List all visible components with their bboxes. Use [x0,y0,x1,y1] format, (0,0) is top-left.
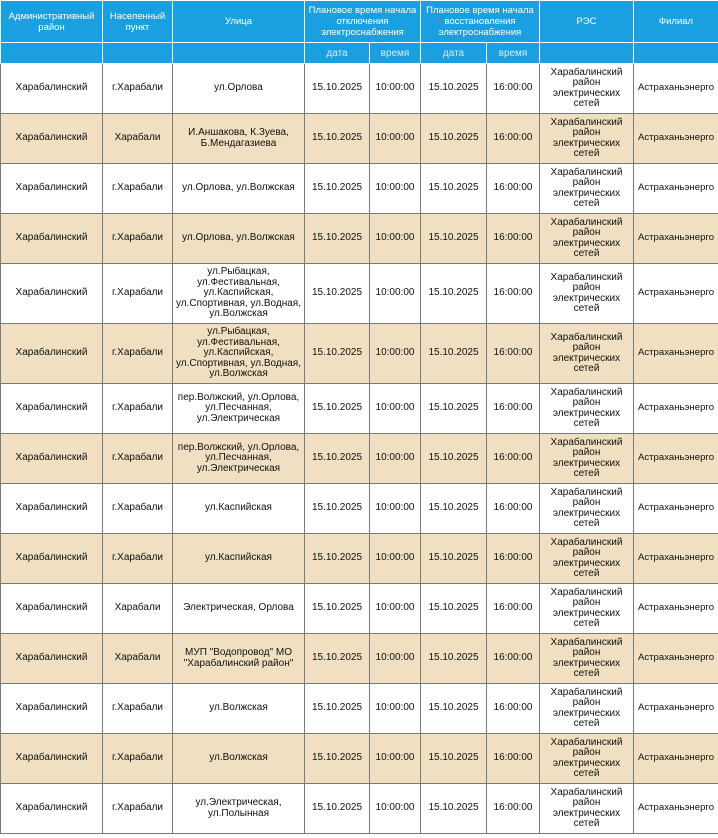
cell-res: Харабалинский район электрических сетей [540,684,634,734]
cell-branch: Астраханьэнерго [634,784,718,834]
table-row [1,164,718,214]
cell-street: ул.Электрическая, ул.Полынная [173,784,305,834]
cell-off-date: 15.10.2025 [305,584,370,634]
cell-locality: Харабали [103,114,173,164]
cell-on-time: 16:00:00 [487,324,540,384]
cell-on-time: 16:00:00 [487,384,540,434]
cell-locality: г.Харабали [103,484,173,534]
subheader-off-time: время [370,43,421,64]
cell-street: ул.Орлова, ул.Волжская [173,164,305,214]
cell-on-date: 15.10.2025 [421,64,487,114]
cell-off-date: 15.10.2025 [305,534,370,584]
cell-on-date: 15.10.2025 [421,634,487,684]
cell-branch: Астраханьэнерго [634,684,718,734]
cell-on-date: 15.10.2025 [421,684,487,734]
cell-res: Харабалинский район электрических сетей [540,784,634,834]
cell-on-date: 15.10.2025 [421,434,487,484]
table-row [1,734,718,784]
cell-locality: г.Харабали [103,784,173,834]
cell-off-time: 10:00:00 [370,684,421,734]
cell-on-date: 15.10.2025 [421,484,487,534]
table-row [1,324,718,384]
cell-street: ул.Орлова [173,64,305,114]
cell-district: Харабалинский [1,264,103,324]
cell-district: Харабалинский [1,734,103,784]
cell-branch: Астраханьэнерго [634,634,718,684]
cell-street: ул.Волжская [173,684,305,734]
cell-off-time: 10:00:00 [370,784,421,834]
table-row [1,64,718,114]
cell-off-time: 10:00:00 [370,114,421,164]
header-district: Административный район [1,1,103,43]
cell-branch: Астраханьэнерго [634,114,718,164]
cell-district: Харабалинский [1,324,103,384]
table-row [1,784,718,834]
cell-locality: г.Харабали [103,434,173,484]
cell-off-time: 10:00:00 [370,164,421,214]
subheader-on-date: дата [421,43,487,64]
subheader-empty [1,43,103,64]
table-row [1,634,718,684]
cell-off-date: 15.10.2025 [305,384,370,434]
cell-street: ул.Рыбацкая, ул.Фестивальная, ул.Каспийская, ул.Спортивная, ул.Водная, ул.Волжская [173,264,305,324]
cell-branch: Астраханьэнерго [634,214,718,264]
cell-on-time: 16:00:00 [487,484,540,534]
cell-off-date: 15.10.2025 [305,164,370,214]
cell-locality: г.Харабали [103,214,173,264]
cell-res: Харабалинский район электрических сетей [540,164,634,214]
cell-branch: Астраханьэнерго [634,384,718,434]
cell-off-time: 10:00:00 [370,534,421,584]
cell-off-time: 10:00:00 [370,584,421,634]
cell-res: Харабалинский район электрических сетей [540,384,634,434]
cell-off-date: 15.10.2025 [305,64,370,114]
table-row [1,114,718,164]
cell-off-date: 15.10.2025 [305,684,370,734]
cell-res: Харабалинский район электрических сетей [540,114,634,164]
cell-branch: Астраханьэнерго [634,164,718,214]
cell-locality: Харабали [103,584,173,634]
cell-off-date: 15.10.2025 [305,784,370,834]
cell-res: Харабалинский район электрических сетей [540,214,634,264]
cell-on-time: 16:00:00 [487,264,540,324]
cell-street: Электрическая, Орлова [173,584,305,634]
cell-district: Харабалинский [1,114,103,164]
cell-street: ул.Каспийская [173,484,305,534]
cell-locality: г.Харабали [103,324,173,384]
cell-res: Харабалинский район электрических сетей [540,484,634,534]
table-row [1,384,718,434]
table-row [1,684,718,734]
cell-on-date: 15.10.2025 [421,734,487,784]
cell-res: Харабалинский район электрических сетей [540,534,634,584]
header-res: РЭС [540,1,634,43]
cell-off-date: 15.10.2025 [305,264,370,324]
header-off-time: Плановое время начала отключения электроснабжения [305,1,421,43]
cell-branch: Астраханьэнерго [634,434,718,484]
cell-off-date: 15.10.2025 [305,484,370,534]
cell-on-time: 16:00:00 [487,634,540,684]
cell-on-time: 16:00:00 [487,114,540,164]
header-branch: Филиал [634,1,718,43]
table-row [1,264,718,324]
cell-off-time: 10:00:00 [370,384,421,434]
table-row [1,584,718,634]
cell-branch: Астраханьэнерго [634,534,718,584]
cell-off-time: 10:00:00 [370,64,421,114]
header-street: Улица [173,1,305,43]
cell-off-time: 10:00:00 [370,324,421,384]
cell-district: Харабалинский [1,684,103,734]
cell-on-time: 16:00:00 [487,164,540,214]
cell-branch: Астраханьэнерго [634,734,718,784]
cell-branch: Астраханьэнерго [634,584,718,634]
cell-locality: г.Харабали [103,384,173,434]
cell-district: Харабалинский [1,484,103,534]
cell-street: ул.Волжская [173,734,305,784]
cell-on-date: 15.10.2025 [421,114,487,164]
cell-street: пер.Волжский, ул.Орлова, ул.Песчанная, ул.Электрическая [173,384,305,434]
cell-on-time: 16:00:00 [487,584,540,634]
subheader-empty [103,43,173,64]
table-body [1,64,718,834]
cell-off-time: 10:00:00 [370,264,421,324]
cell-on-time: 16:00:00 [487,214,540,264]
cell-on-time: 16:00:00 [487,534,540,584]
cell-res: Харабалинский район электрических сетей [540,634,634,684]
header-locality: Населенный пункт [103,1,173,43]
subheader-empty [173,43,305,64]
cell-on-date: 15.10.2025 [421,534,487,584]
cell-locality: Харабали [103,634,173,684]
cell-on-time: 16:00:00 [487,64,540,114]
cell-res: Харабалинский район электрических сетей [540,584,634,634]
cell-street: ул.Каспийская [173,534,305,584]
subheader-off-date: дата [305,43,370,64]
cell-off-time: 10:00:00 [370,734,421,784]
cell-off-time: 10:00:00 [370,484,421,534]
cell-district: Харабалинский [1,534,103,584]
cell-on-date: 15.10.2025 [421,384,487,434]
cell-on-date: 15.10.2025 [421,324,487,384]
cell-locality: г.Харабали [103,264,173,324]
cell-branch: Астраханьэнерго [634,484,718,534]
cell-district: Харабалинский [1,584,103,634]
cell-district: Харабалинский [1,634,103,684]
cell-locality: г.Харабали [103,684,173,734]
cell-off-date: 15.10.2025 [305,434,370,484]
cell-on-date: 15.10.2025 [421,584,487,634]
cell-on-date: 15.10.2025 [421,264,487,324]
cell-res: Харабалинский район электрических сетей [540,734,634,784]
cell-off-time: 10:00:00 [370,634,421,684]
cell-res: Харабалинский район электрических сетей [540,324,634,384]
table-row [1,484,718,534]
cell-off-date: 15.10.2025 [305,734,370,784]
cell-locality: г.Харабали [103,164,173,214]
cell-on-time: 16:00:00 [487,784,540,834]
cell-off-time: 10:00:00 [370,434,421,484]
cell-branch: Астраханьэнерго [634,264,718,324]
cell-street: ул.Орлова, ул.Волжская [173,214,305,264]
table-row [1,434,718,484]
cell-off-date: 15.10.2025 [305,324,370,384]
cell-off-date: 15.10.2025 [305,114,370,164]
cell-off-date: 15.10.2025 [305,634,370,684]
cell-res: Харабалинский район электрических сетей [540,64,634,114]
cell-locality: г.Харабали [103,734,173,784]
cell-street: ул.Рыбацкая, ул.Фестивальная, ул.Каспийская, ул.Спортивная, ул.Водная, ул.Волжская [173,324,305,384]
subheader-empty [634,43,718,64]
cell-on-time: 16:00:00 [487,684,540,734]
cell-street: пер.Волжский, ул.Орлова, ул.Песчанная, ул.Электрическая [173,434,305,484]
header-restore-time: Плановое время начала восстановления электроснабжения [421,1,540,43]
cell-on-date: 15.10.2025 [421,784,487,834]
subheader-empty [540,43,634,64]
cell-res: Харабалинский район электрических сетей [540,434,634,484]
cell-branch: Астраханьэнерго [634,324,718,384]
cell-street: МУП "Водопровод" МО "Харабалинский район" [173,634,305,684]
subheader-on-time: время [487,43,540,64]
cell-off-date: 15.10.2025 [305,214,370,264]
cell-branch: Астраханьэнерго [634,64,718,114]
cell-district: Харабалинский [1,434,103,484]
cell-district: Харабалинский [1,384,103,434]
cell-district: Харабалинский [1,164,103,214]
cell-res: Харабалинский район электрических сетей [540,264,634,324]
cell-on-time: 16:00:00 [487,434,540,484]
cell-on-date: 15.10.2025 [421,214,487,264]
cell-district: Харабалинский [1,214,103,264]
cell-street: И.Аншакова, К.Зуева, Б.Мендагазиева [173,114,305,164]
cell-on-date: 15.10.2025 [421,164,487,214]
cell-off-time: 10:00:00 [370,214,421,264]
table-header [1,1,718,64]
cell-district: Харабалинский [1,784,103,834]
cell-district: Харабалинский [1,64,103,114]
cell-locality: г.Харабали [103,64,173,114]
table-row [1,534,718,584]
cell-on-time: 16:00:00 [487,734,540,784]
table-row [1,214,718,264]
cell-locality: г.Харабали [103,534,173,584]
